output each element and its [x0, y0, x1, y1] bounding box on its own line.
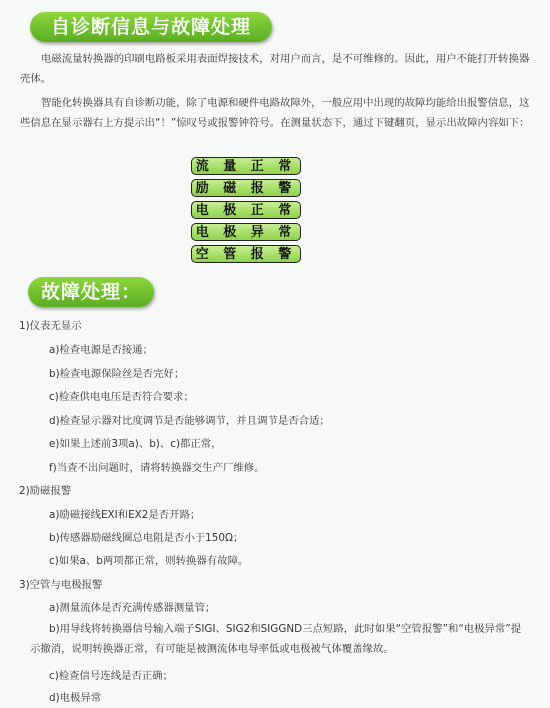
list-item: e)如果上述前3项a)、b)、c)都正常，: [49, 438, 222, 450]
list-item: b)传感器励磁线圈总电阻是否小于150Ω；: [49, 532, 244, 544]
status-item: 电 极 异 常: [191, 223, 301, 241]
status-item: 空 管 报 警: [191, 245, 301, 263]
list-item: c)检查供电电压是否符合要求；: [49, 391, 194, 403]
section-title: 2)励磁报警: [19, 485, 72, 497]
list-item: a)测量流体是否充满传感器测量管；: [49, 602, 216, 614]
list-item: d)电极异常: [49, 692, 102, 704]
section-title: 3)空管与电极报警: [19, 579, 103, 591]
list-item: c)如果a、b两项都正常，则转换器有故障。: [49, 555, 249, 567]
list-item: d)检查显示器对比度调节是否能够调节，并且调节是否合适；: [49, 415, 330, 427]
intro-paragraph-1: 电磁流量转换器的印刷电路板采用表面焊接技术，对用户而言，是不可维修的。因此，用户不能打开转换器壳体。: [20, 53, 530, 85]
status-item: 流 量 正 常: [191, 157, 301, 175]
section-heading-self-diagnosis: 自诊断信息与故障处理: [30, 12, 272, 42]
list-item: a)励磁接线EXI和EX2是否开路；: [49, 509, 201, 521]
intro-paragraph-2: 智能化转换器具有自诊断功能，除了电源和硬件电路故障外，一般应用中出现的故障均能给出报警信息，这些信息在显示器右上方提示出“！”惊叹号或报警钟符号。在测量状态下，通过下键翻页，显示出故障内容如下：: [20, 97, 530, 129]
status-item: 电 极 正 常: [191, 201, 301, 219]
fault-status-list: [191, 157, 301, 267]
list-item: f)当查不出问题时，请将转换器交生产厂维修。: [49, 462, 265, 474]
list-item: b)检查电源保险丝是否完好；: [49, 368, 185, 380]
list-item: b)用导线将转换器信号输入端子SIGI、SIG2和SIGGND三点短路，此时如果“空管报警”和“电极异常”提示撤消，说明转换器正常，有可能是被测流体电导率低或电极被气体覆盖缘故。: [30, 623, 522, 655]
status-item: 励 磁 报 警: [191, 179, 301, 197]
list-item: a)检查电源是否接通；: [49, 344, 153, 356]
list-item: c)检查信号连线是否正确；: [49, 670, 174, 682]
section-heading-fault-handling: 故障处理：: [28, 277, 154, 307]
section-title: 1)仪表无显示: [19, 320, 82, 332]
